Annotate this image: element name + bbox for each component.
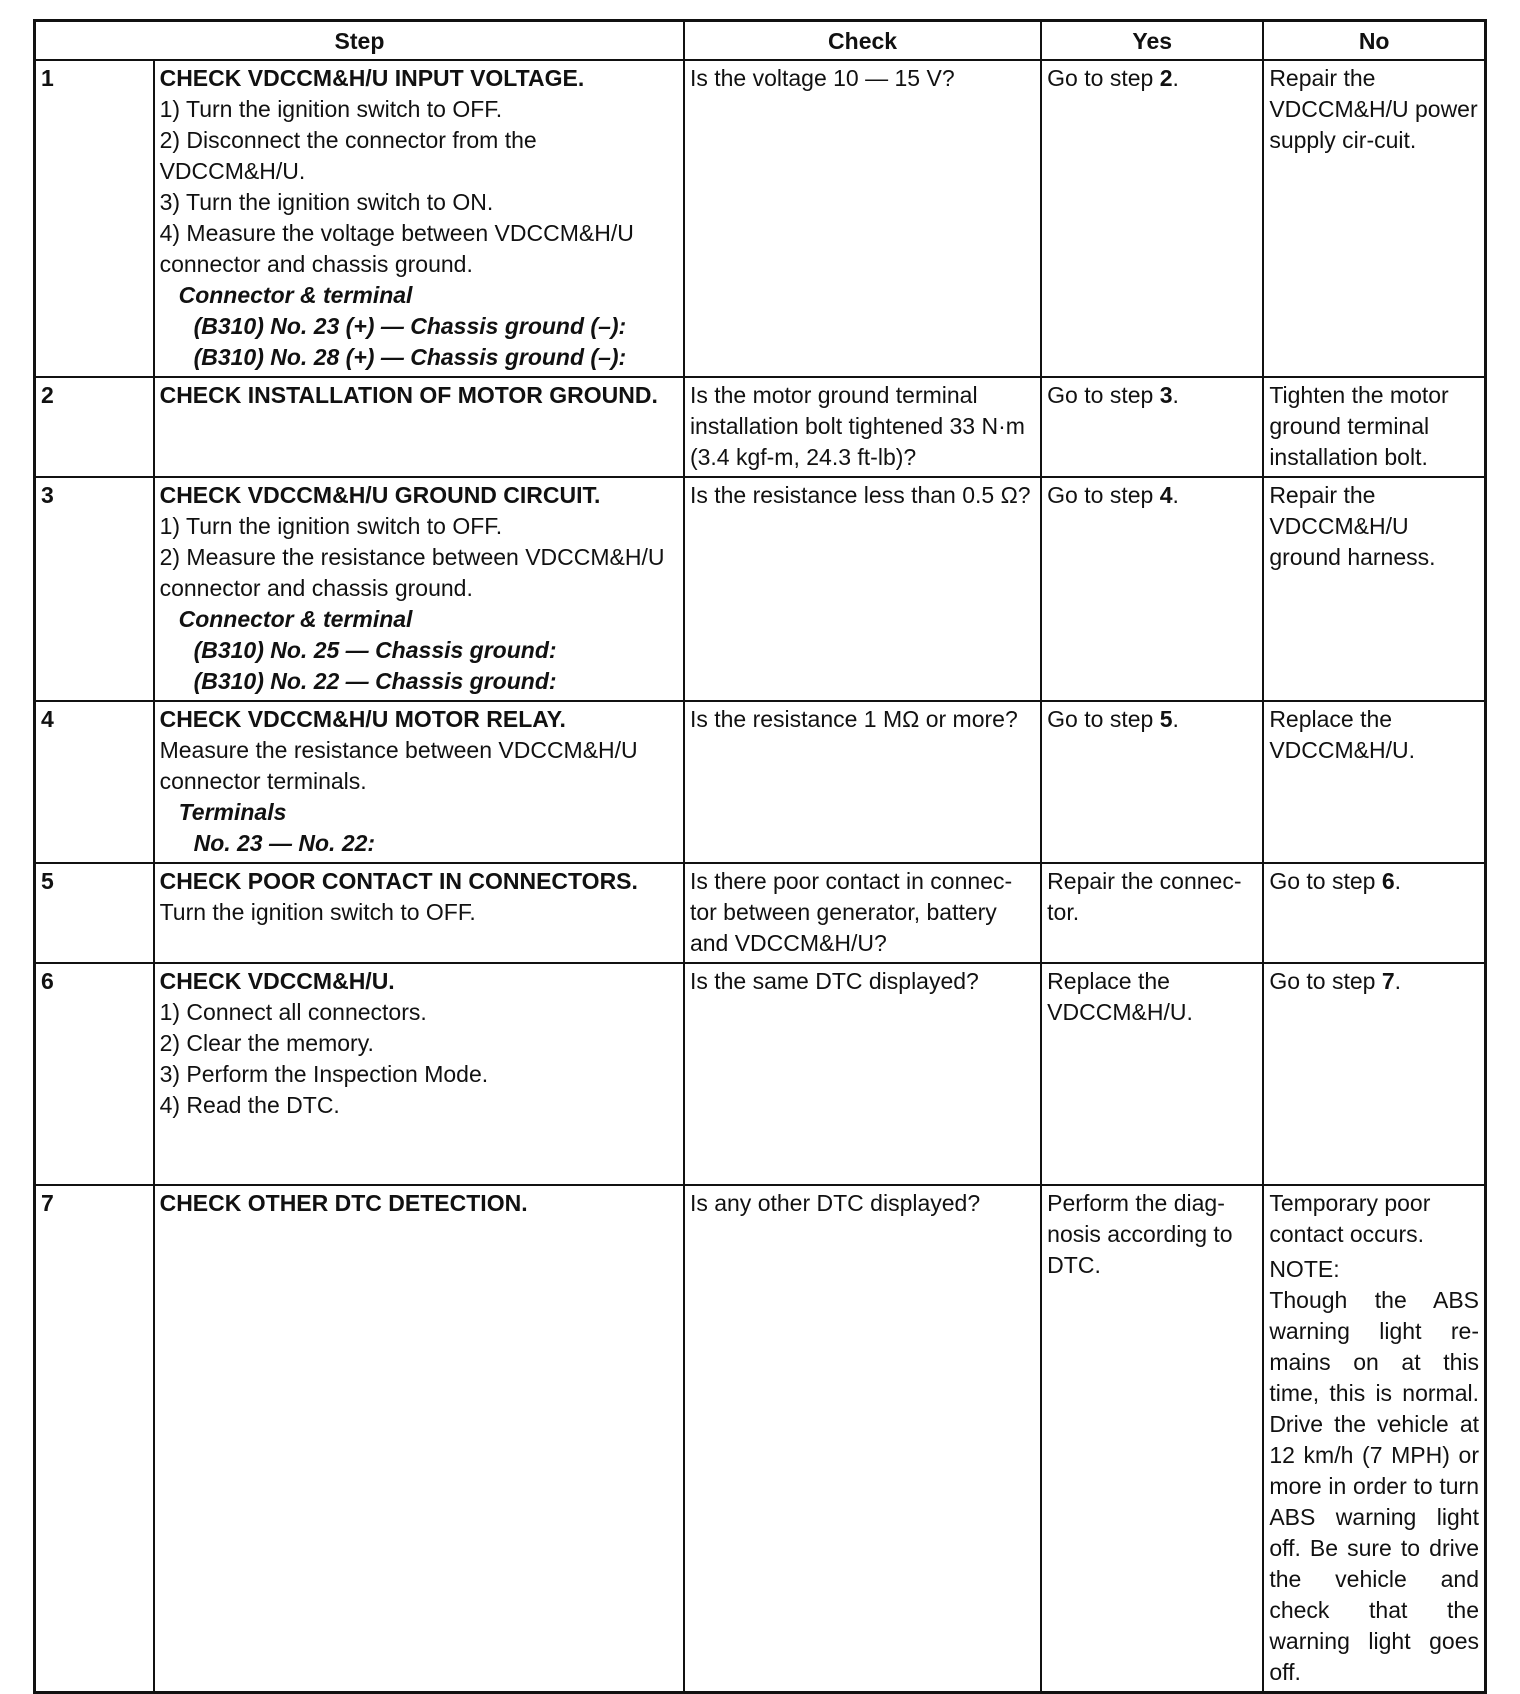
yes-text: Go to step (1047, 65, 1160, 91)
step-title: CHECK VDCCM&H/U INPUT VOLTAGE. (159, 65, 585, 91)
note-heading: NOTE: (1269, 1256, 1340, 1282)
connector-terminal: (B310) No. 22 — Chassis ground: (193, 668, 557, 694)
step-line: 2) Measure the resistance between VDCCM&H/U connector and chassis ground. (159, 544, 665, 601)
check-cell: Is there poor contact in connec-tor between generator, battery and VDCCM&H/U? (684, 863, 1041, 963)
check-cell: Is the resistance 1 MΩ or more? (684, 701, 1041, 863)
note-text: Though the ABS warning light re-mains on at this time, this is normal. Drive the vehicle at 12 km/h (7 MPH) or more in order to turn ABS warning light off. Be sure to drive the vehicle and check that the warning light goes off. (1269, 1287, 1479, 1685)
step-number: 7 (35, 1185, 154, 1693)
step-line: 2) Disconnect the connector from the VDCCM&H/U. (159, 127, 537, 184)
connector-terminal: (B310) No. 28 (+) — Chassis ground (–): (193, 344, 627, 370)
diagnostic-table (33, 19, 1487, 1694)
yes-cell (1041, 701, 1263, 863)
step-number: 2 (35, 377, 154, 477)
table-row (35, 377, 1486, 477)
yes-cell: Perform the diag-nosis according to DTC. (1041, 1185, 1263, 1693)
check-cell: Is the resistance less than 0.5 Ω? (684, 477, 1041, 701)
header-yes: Yes (1041, 21, 1263, 61)
step-title: CHECK OTHER DTC DETECTION. (159, 1190, 528, 1216)
terminals-label: Terminals (178, 799, 287, 825)
step-line: Measure the resistance between VDCCM&H/U connector terminals. (159, 737, 638, 794)
yes-end: . (1172, 382, 1179, 408)
step-cell (154, 477, 684, 701)
no-step-number: 7 (1381, 968, 1395, 994)
no-end: . (1394, 968, 1402, 994)
yes-text: Go to step (1047, 706, 1160, 732)
step-number: 4 (35, 701, 154, 863)
table-row (35, 1185, 1486, 1693)
yes-step-number: 2 (1159, 65, 1173, 91)
no-cell (1263, 1185, 1485, 1693)
table-row (35, 863, 1486, 963)
step-title: CHECK INSTALLATION OF MOTOR GROUND. (159, 382, 658, 408)
no-text: Go to step (1269, 968, 1382, 994)
yes-end: . (1172, 706, 1179, 732)
no-cell: Repair the VDCCM&H/U power supply cir-cuit. (1263, 60, 1485, 377)
step-cell (154, 963, 684, 1185)
step-line: 1) Turn the ignition switch to OFF. (159, 96, 503, 122)
no-cell: Repair the VDCCM&H/U ground harness. (1263, 477, 1485, 701)
no-end: . (1394, 868, 1402, 894)
no-text: Temporary poor contact occurs. (1269, 1190, 1431, 1247)
check-cell: Is any other DTC displayed? (684, 1185, 1041, 1693)
header-step: Step (35, 21, 684, 61)
step-line: 3) Perform the Inspection Mode. (159, 1061, 489, 1087)
header-row (35, 21, 1486, 61)
no-step-number: 6 (1381, 868, 1395, 894)
no-text: Go to step (1269, 868, 1382, 894)
connector-terminal: (B310) No. 25 — Chassis ground: (193, 637, 557, 663)
step-number: 1 (35, 60, 154, 377)
step-cell (154, 1185, 684, 1693)
step-line: 1) Turn the ignition switch to OFF. (159, 513, 503, 539)
step-cell (154, 377, 684, 477)
yes-end: . (1172, 65, 1179, 91)
step-title: CHECK VDCCM&H/U GROUND CIRCUIT. (159, 482, 601, 508)
yes-cell (1041, 477, 1263, 701)
check-cell: Is the same DTC displayed? (684, 963, 1041, 1185)
check-cell: Is the voltage 10 — 15 V? (684, 60, 1041, 377)
no-cell (1263, 963, 1485, 1185)
yes-step-number: 4 (1159, 482, 1173, 508)
yes-step-number: 5 (1159, 706, 1173, 732)
table-row (35, 60, 1486, 377)
header-no: No (1263, 21, 1485, 61)
terminal-pair: No. 23 — No. 22: (193, 830, 376, 856)
table-row (35, 963, 1486, 1185)
connector-terminal: (B310) No. 23 (+) — Chassis ground (–): (193, 313, 627, 339)
step-number: 6 (35, 963, 154, 1185)
table-row (35, 477, 1486, 701)
yes-step-number: 3 (1159, 382, 1173, 408)
check-cell: Is the motor ground terminal installation bolt tightened 33 N·m (3.4 kgf-m, 24.3 ft-lb)? (684, 377, 1041, 477)
step-line: 1) Connect all connectors. (159, 999, 427, 1025)
yes-cell (1041, 377, 1263, 477)
no-cell (1263, 863, 1485, 963)
yes-cell: Replace the VDCCM&H/U. (1041, 963, 1263, 1185)
table-row (35, 701, 1486, 863)
step-number: 5 (35, 863, 154, 963)
step-number: 3 (35, 477, 154, 701)
step-line: Turn the ignition switch to OFF. (159, 899, 476, 925)
connector-label: Connector & terminal (178, 606, 413, 632)
step-title: CHECK VDCCM&H/U MOTOR RELAY. (159, 706, 566, 732)
step-cell (154, 863, 684, 963)
yes-cell: Repair the connec-tor. (1041, 863, 1263, 963)
header-check: Check (684, 21, 1041, 61)
step-cell (154, 60, 684, 377)
no-cell: Replace the VDCCM&H/U. (1263, 701, 1485, 863)
step-title: CHECK POOR CONTACT IN CONNECTORS. (159, 868, 638, 894)
yes-text: Go to step (1047, 382, 1160, 408)
connector-label: Connector & terminal (178, 282, 413, 308)
no-cell: Tighten the motor ground terminal installation bolt. (1263, 377, 1485, 477)
yes-cell (1041, 60, 1263, 377)
step-line: 4) Measure the voltage between VDCCM&H/U connector and chassis ground. (159, 220, 634, 277)
step-line: 4) Read the DTC. (159, 1092, 340, 1118)
yes-text: Go to step (1047, 482, 1160, 508)
step-line: 3) Turn the ignition switch to ON. (159, 189, 494, 215)
step-line: 2) Clear the memory. (159, 1030, 374, 1056)
yes-end: . (1172, 482, 1179, 508)
step-cell (154, 701, 684, 863)
step-title: CHECK VDCCM&H/U. (159, 968, 395, 994)
